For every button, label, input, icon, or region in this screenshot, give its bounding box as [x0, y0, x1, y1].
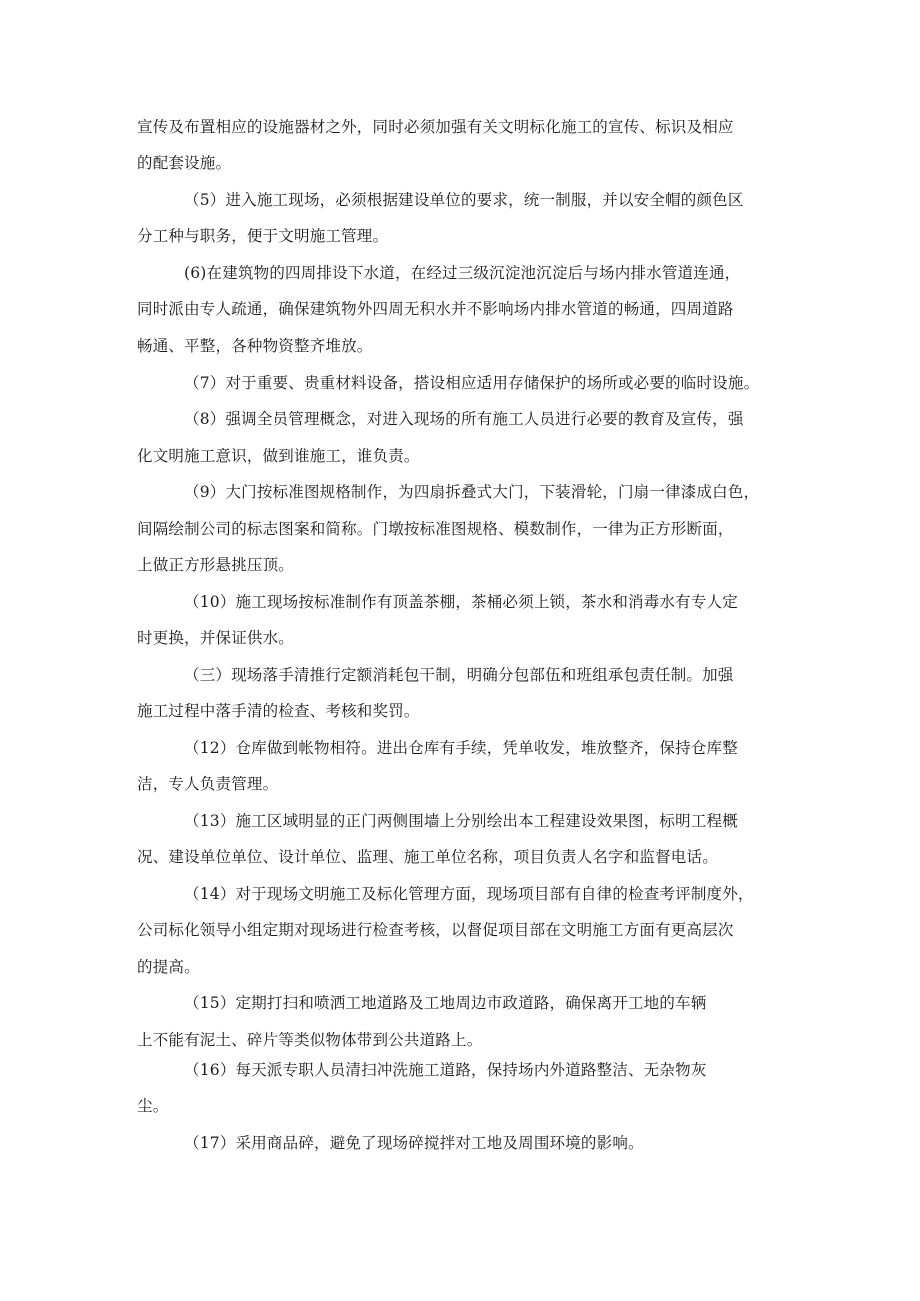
text-line: 上不能有泥土、碎片等类似物体带到公共道路上。: [137, 1031, 483, 1049]
text-line: 畅通、平整，各种物资整齐堆放。: [137, 337, 373, 355]
text-line: （15）定期打扫和喷洒工地道路及工地周边市政道路，确保离开工地的车辆: [184, 994, 707, 1012]
text-line: 上做正方形悬挑压顶。: [137, 556, 295, 574]
text-line: 公司标化领导小组定期对现场进行检查考核，以督促项目部在文明施工方面有更高层次: [137, 921, 734, 939]
text-line: （12）仓库做到帐物相符。进出仓库有手续，凭单收发，堆放整齐，保持仓库整: [184, 739, 738, 757]
text-line: （三）现场落手清推行定额消耗包干制，明确分包部伍和班组承包责任制。加强: [184, 666, 734, 684]
text-line: 的提高。: [137, 958, 200, 976]
text-line: （9）大门按标准图规格制作，为四扇拆叠式大门，下装滑轮，门扇一律漆成白色，: [184, 483, 760, 501]
text-line: （17）采用商品碎，避免了现场碎搅拌对工地及周围环境的影响。: [184, 1134, 644, 1152]
text-line: （13）施工区域明显的正门两侧围墙上分别绘出本工程建设效果图，标明工程概: [184, 812, 738, 830]
text-line: （14）对于现场文明施工及标化管理方面，现场项目部有自律的检查考评制度外，: [184, 885, 754, 903]
text-line: 的配套设施。: [137, 154, 232, 172]
text-line: 施工过程中落手清的检查、考核和奖罚。: [137, 702, 420, 720]
text-line: （5）进入施工现场，必须根据建设单位的要求，统一制服，并以安全帽的颜色区: [184, 191, 744, 209]
text-line: 同时派由专人疏通，确保建筑物外四周无积水并不影响场内排水管道的畅通，四周道路: [137, 300, 734, 318]
text-line: 化文明施工意识，做到谁施工，谁负责。: [137, 447, 420, 465]
text-line: 洁，专人负责管理。: [137, 775, 279, 793]
text-line: （10）施工现场按标准制作有顶盖茶棚，茶桶必须上锁，茶水和消毒水有专人定: [184, 593, 738, 611]
text-line: （16）每天派专职人员清扫冲洗施工道路，保持场内外道路整洁、无杂物灰: [184, 1061, 707, 1079]
text-line: 时更换，并保证供水。: [137, 629, 295, 647]
text-line: （7）对于重要、贵重材料设备，搭设相应适用存储保护的场所或必要的临时设施。: [184, 374, 760, 392]
text-line: 况、建设单位单位、设计单位、监理、施工单位名称，项目负责人名字和监督电话。: [137, 848, 718, 866]
text-line: 分工种与职务，便于文明施工管理。: [137, 227, 389, 245]
text-line: 尘。: [137, 1097, 169, 1115]
text-line: (6)在建筑物的四周排设下水道，在经过三级沉淀池沉淀后与场内排水管道连通，: [184, 264, 741, 282]
text-line: 宣传及布置相应的设施器材之外，同时必须加强有关文明标化施工的宣传、标识及相应: [137, 118, 734, 136]
text-line: 间隔绘制公司的标志图案和简称。门墩按标准图规格、模数制作，一律为正方形断面，: [137, 520, 734, 538]
text-line: （8）强调全员管理概念，对进入现场的所有施工人员进行必要的教育及宣传，强: [184, 410, 744, 428]
